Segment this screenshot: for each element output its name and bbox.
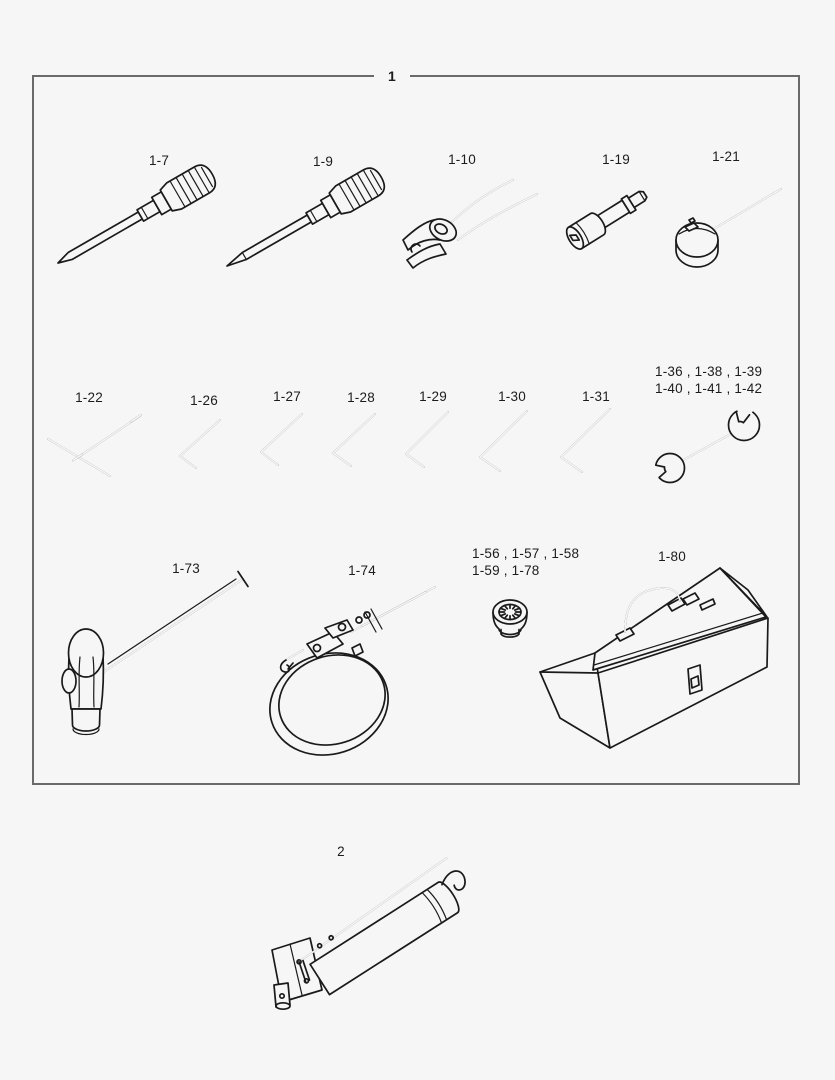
open-end-wrench-illustration: [640, 400, 790, 500]
part-label: 1-7: [148, 153, 170, 168]
part-label: 1-10: [448, 152, 476, 167]
part-label: 1-21: [712, 149, 740, 164]
part-label: 1-29: [419, 389, 447, 404]
part-label: 1-74: [348, 563, 376, 578]
part-label: 1-19: [602, 152, 630, 167]
part-label-line: 1-59 , 1-78: [472, 563, 540, 578]
part-label-multi: [655, 363, 762, 397]
ratchet-handle-illustration: [660, 170, 795, 275]
part-label: 2: [337, 844, 345, 859]
oil-filter-strap-wrench-illustration: [255, 570, 455, 770]
part-label: 1-9: [312, 154, 334, 169]
part-label: 1-28: [347, 390, 375, 405]
part-label-line: 1-40 , 1-41 , 1-42: [655, 381, 763, 396]
part-label: 1-22: [75, 390, 103, 405]
part-label: 1-31: [582, 389, 610, 404]
part-label: 1-30: [498, 389, 526, 404]
socket-extension-bar-illustration: [555, 185, 660, 260]
hex-key-illustration: [547, 399, 627, 479]
hammer-illustration: [50, 565, 260, 745]
part-label: 1-26: [190, 393, 218, 408]
part-label: 1-80: [658, 549, 686, 564]
slip-joint-pliers-illustration: [388, 162, 548, 280]
hex-key-illustration: [391, 402, 471, 482]
part-label-line: 1-56 , 1-57 , 1-58: [472, 546, 580, 561]
phillips-screwdriver-illustration: [210, 155, 410, 275]
hex-key-illustration: [318, 404, 398, 484]
t-handle-wrench-illustration: [40, 403, 155, 493]
part-label: 1-27: [273, 389, 301, 404]
group-callout-1: 1: [374, 66, 410, 86]
part-label-line: 1-36 , 1-38 , 1-39: [655, 364, 763, 379]
hex-key-illustration: [246, 404, 326, 484]
hex-key-illustration: [164, 410, 244, 490]
toolbox-illustration: [530, 555, 785, 760]
hex-key-illustration: [466, 401, 546, 481]
part-label: 1-73: [172, 561, 200, 576]
grease-gun-illustration: [250, 845, 485, 1020]
